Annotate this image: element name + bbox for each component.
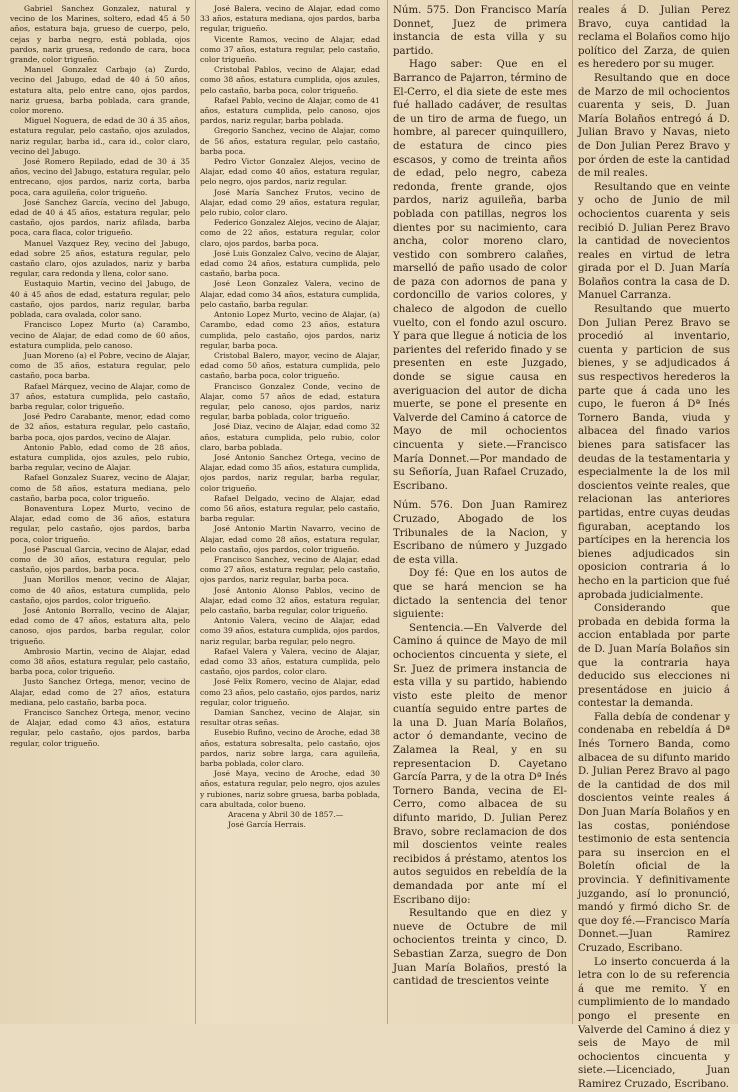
person-entry: Miguel Noguera, de edad de 30 á 35 años, estatura regular, pelo castaño, ojos azulados, nariz regular, barba id., cara id., color claro, vecino del Jabugo. (10, 116, 190, 156)
person-entry: Cristobal Pablos, vecino de Alajar, edad como 38 años, estatura cumplida, ojos azules, pelo castaño, barba poca, color trigueño. (200, 65, 380, 95)
person-entry: Vicente Ramos, vecino de Alajar, edad como 37 años, estatura regular, pelo castaño, color trigueño. (200, 34, 380, 65)
person-entry: José Antonio Alonso Pablos, vecino de Alajar, edad como 32 años, estatura regular, pelo castaño, barba regular, color trigueño. (200, 585, 380, 615)
person-entry: José Felix Romero, vecino de Alajar, edad como 23 años, pelo castaño, ojos pardos, nariz regular, color trigueño. (200, 677, 380, 707)
notice-576-paragraph: Resultando que en veinte y ocho de Junio de mil ochocientos cuarenta y seis recibió D. Julian Perez Bravo la cantidad de novecientos reales en virtud de letra girada por el D. Juan María Bolaños contra la casa de D. Manuel Carranza. (578, 181, 730, 302)
person-entry: Juan Moreno (a) el Pobre, vecino de Alajar, como de 35 años, estatura regular, pelo castaño, poca barba. (10, 350, 190, 381)
notice-576-heading: Núm. 576. Don Juan Ramirez Cruzado, Abogado de los Tribunales de la Nacion, y Escribano de número y Juzgado de esta villa. (393, 500, 567, 566)
person-entry: Eusebio Rufino, vecino de Aroche, edad 38 años, estatura sobresalta, pelo castaño, ojos pardos, nariz sobre larga, cara aguileña, barba poblada, color claro. (200, 728, 380, 769)
person-entry: Rafael Márquez, vecino de Alajar, como de 37 años, estatura cumplida, pelo castaño, barba regular, color trigueño. (10, 381, 190, 411)
person-entry: Eustaquio Martin, vecino del Jabugo, de 40 á 45 años de edad, estatura regular, pelo castaño, ojos pardos, nariz regular, barba poblada, cara ovalada, color sano. (10, 279, 190, 320)
notice-576-paragraph: Sentencia.—En Valverde del Camino á quince de Mayo de mil ochocientos cincuenta y siete, el Sr. Juez de primera instancia de esta villa y su partido, habiendo visto este pleito de menor cuantía seguido entre partes de la una D. Juan María Bolaños, actor ó demandante, vecino de Zalamea la Real, y en su representacion D. Cayetano García Parra, y de la otra Dª Inés Tornero Banda, vecina de El-Cerro, como albacea de su difunto marido, D. Julian Perez Bravo, sobre reclamacion de dos mil doscientos veinte reales recibidos á préstamo, atentos los autos seguidos en rebeldía de la demandada por ante mí el Escribano dijo: (393, 622, 567, 906)
notice-576-paragraph: reales á D. Julian Perez Bravo, cuya cantidad la reclama el Bolaños como hijo político del Zarza, de quien es heredero por su muger. (578, 5, 730, 71)
notice-576-paragraph: Doy fé: Que en los autos de que se hará mencion se ha dictado la sentencia del tenor siguiente: (393, 568, 567, 621)
column-2-wanted-persons (200, 4, 380, 830)
person-entry: José Romero Repilado, edad de 30 á 35 años, vecino del Jabugo, estatura regular, pelo entrecano, ojos pardos, nariz corta, barba poca, cara aguileña, color trigueño. (10, 157, 190, 197)
person-entry: Manuel Vazquez Rey, vecino del Jabugo, edad sobre 25 años, estatura regular, pelo castaño claro, ojos azulados, nariz y barba regular, cara redonda y llena, color sano. (10, 238, 190, 279)
person-entry: Francisco Lopez Murto (a) Carambo, vecino de Alajar, de edad como de 60 años, estatura cumplida, pelo canoso. (10, 320, 190, 350)
person-entry: Rafael Delgado, vecino de Alajar, edad como 56 años, estatura regular, pelo castaño, barba regular. (200, 493, 380, 524)
dateline: Aracena y Abril 30 de 1857.— (228, 810, 344, 820)
person-entry: Cristobal Balero, mayor, vecino de Alajar, edad como 50 años, estatura cumplida, pelo castaño, barba poca, color trigueño. (200, 350, 380, 381)
notice-576-paragraph: Lo inserto concuerda á la letra con lo de su referencia á que me remito. Y en cumplimiento de lo mandado pongo el presente en Valverde del Camino á diez y seis de Mayo de mil ochocientos cincuenta y siete.—Licenciado, Juan Ramirez Cruzado, Escribano. (578, 956, 730, 1090)
person-entry: José María Sanchez Frutos, vecino de Alajar, edad como 29 años, estatura regular, pelo rubio, color claro. (200, 187, 380, 218)
person-entry: José Maya, vecino de Aroche, edad 30 años, estatura regular, pelo negro, ojos azules y rubiones, nariz sobre gruesa, barba poblada, cara abultada, color bueno. (200, 769, 380, 809)
person-entry: Antonio Lopez Murto, vecino de Alajar, (a) Carambo, edad como 23 años, estatura cumplida, pelo castaño, ojos pardos, nariz regular, barba poca. (200, 310, 380, 350)
person-entry: Pedro Victor Gonzalez Alejos, vecino de Alajar, edad como 40 años, estatura regular, pelo negro, ojos pardos, nariz regular. (200, 157, 380, 187)
person-entry: Antonio Valera, vecino de Alajar, edad como 39 años, estatura cumplida, ojos pardos, nariz regular, barba regular, pelo negro. (200, 616, 380, 646)
person-entry: Francisco Sanchez Ortega, menor, vecino de Alajar, edad como 43 años, estatura regular, pelo castaño, ojos pardos, barba regular, color trigueño. (10, 708, 190, 748)
column-3-notices (393, 4, 567, 989)
person-entry: Justo Sanchez Ortega, menor, vecino de Alajar, edad como de 27 años, estatura mediana, pelo castaño, barba poca. (10, 677, 190, 707)
person-entry: Francisco Sanchez, vecino de Alajar, edad como 27 años, estatura regular, pelo castaño, ojos pardos, nariz regular, barba poca. (200, 554, 380, 585)
person-entry: Manuel Gonzalez Carbajo (a) Zurdo, vecino del Jabugo, edad de 40 á 50 años, estatura alta, pelo entre cano, ojos pardos, nariz gruesa, barba poblada, cara grande, color moreno. (10, 65, 190, 116)
person-entry: Rafael Valera y Valera, vecino de Alajar, edad como 33 años, estatura cumplida, pelo castaño, ojos pardos, color claro. (200, 646, 380, 677)
person-entry: Francisco Gonzalez Conde, vecino de Alajar, como 57 años de edad, estatura regular, pelo canoso, ojos pardos, nariz regular, barba poblada, color trigueño. (200, 381, 380, 422)
column-4-notices (578, 4, 730, 1092)
notice-576-paragraph: Considerando que probada en debida forma la accion entablada por parte de D. Juan María Bolaños sin que la contraria haya deducido sus elecciones ni presentádose en juicio á contestar la demanda. (578, 603, 730, 710)
notice-576-paragraph: Resultando que en doce de Marzo de mil ochocientos cuarenta y seis, D. Juan María Bolaños entregó á D. Julian Bravo y Navas, nieto de Don Julian Perez Bravo y por órden de este la cantidad de mil reales. (578, 72, 730, 180)
column-divider (572, 0, 573, 1024)
notice-575-heading: Núm. 575. Don Francisco María Donnet, Juez de primera instancia de esta villa y su partido. (393, 5, 567, 57)
person-entry: José Pascual Garcia, vecino de Alajar, edad como de 30 años, estatura regular, pelo castaño, ojos pardos, barba poca. (10, 544, 190, 575)
person-entry: Ambrosio Martin, vecino de Alajar, edad como 38 años, estatura regular, pelo castaño, barba poca, color trigueño. (10, 646, 190, 677)
column-divider (195, 0, 196, 1024)
person-entry: José Pedro Carabante, menor, edad como de 32 años, estatura regular, pelo castaño, barba poca, ojos pardos, vecino de Alajar. (10, 412, 190, 442)
column-divider (387, 0, 388, 1024)
person-entry: Gregorio Sanchez, vecino de Alajar, como de 56 años, estatura regular, pelo castaño, barba poca. (200, 126, 380, 156)
person-entry: Federico Gonzalez Alejos, vecino de Alajar, como de 22 años, estatura regular, color claro, ojos pardos, barba poca. (200, 218, 380, 248)
notice-575-body: Hago saber: Que en el Barranco de Pajarron, término de El-Cerro, el dia siete de este mes fué hallado cadáver, de resultas de un tiro de arma de fuego, un hombre, al parecer quinquillero, de estatura de cinco pies escasos, y como de treinta años de edad, pelo negro, cabeza redonda, frente grande, ojos pardos, nariz aguileña, barba poblada con patillas, negros los dientes por su nacimiento, cara ancha, color moreno claro, vestido con sombrero calañes, marselló de paño usado de color de paza con adornos de pana y cordoncillo de varios colores, y chaleco de algodon de cuello vuelto, con el fondo azul oscuro. Y para que llegue á noticia de los parientes del referido finado y se presenten en este Juzgado, donde se sigue causa en averiguacion del autor de dicha muerte, se pone el presente en Valverde del Camino á catorce de Mayo de mil ochocientos cincuenta y siete.—Francisco María Donnet.—Por mandado de su Señoría, Juan Rafael Cruzado, Escribano. (393, 59, 567, 492)
person-entry: Bonaventura Lopez Murto, vecino de Alajar, edad como de 36 años, estatura regular, pelo castaño, ojos pardos, barba poca, color trigueño. (10, 503, 190, 544)
notice-576-paragraph: Resultando que en diez y nueve de Octubre de mil ochocientos treinta y cinco, D. Sebastian Zarza, suegro de Don Juan María Bolaños, prestó la cantidad de trescientos veinte (393, 908, 567, 988)
column-1-wanted-persons (10, 4, 190, 749)
person-entry: Rafael Gonzalez Suarez, vecino de Alajar, como de 58 años, estatura mediana, pelo castaño, barba poca, color trigueño. (10, 473, 190, 503)
person-entry: José Diaz, vecino de Alajar, edad como 32 años, estatura cumplida, pelo rubio, color claro, barba poblada. (200, 422, 380, 452)
person-entry: José Antonio Borrallo, vecino de Alajar, edad como de 47 años, estatura alta, pelo canoso, ojos pardos, barba regular, color trigueño. (10, 605, 190, 646)
person-entry: José Sanchez García, vecino del Jabugo, edad de 40 á 45 años, estatura regular, pelo castaño, ojos pardos, nariz afilada, barba poca, cara flaca, color trigueño. (10, 197, 190, 238)
signature: José García Herrais. (228, 820, 306, 830)
person-entry: Damian Sanchez, vecino de Alajar, sin resultar otras señas. (200, 708, 380, 728)
notice-576-paragraph: Falla debía de condenar y condenaba en rebeldía á Dª Inés Tornero Banda, como albacea de su difunto marido D. Julian Perez Bravo al pago de la cantidad de dos mil doscientos veinte reales á Don Juan María Bolaños y en las costas, poniéndose testimonio de esta sentencia para su insercion en el Boletín oficial de la provincia. Y definitivamente juzgando, así lo pronunció, mandó y firmó dicho Sr. de que doy fé.—Francisco María Donnet.—Juan Ramirez Cruzado, Escribano. (578, 711, 730, 954)
person-entry: Gabriel Sanchez Gonzalez, natural y vecino de los Marines, soltero, edad 45 á 50 años, estatura baja, grueso de cuerpo, pelo, cejas y barba negro, está poblada, ojos pardos, nariz gruesa, redondo de cara, boca grande, color trigueño. (10, 4, 190, 65)
notice-576-paragraph: Resultando que muerto Don Julian Perez Bravo se procedió al inventario, cuenta y particion de sus bienes, y se adjudicados á sus respectivos herederos la parte que á cada uno les cupo, le fueron á Dª Inés Tornero Banda, viuda y albacea del finado varios bienes para satisfacer las deudas de la testamentaria y especialmente la de los mil doscientos veinte reales, que relacionan las anteriores partidas, entre cuyas deudas figuraban, aceptando los partícipes en la herencia los bienes adjudicados sin oposicion contraria á lo hecho en la particion que fué aprobada judicialmente. (578, 304, 730, 601)
person-entry: José Balera, vecino de Alajar, edad como 33 años, estatura mediana, ojos pardos, barba regular, trigueño. (200, 4, 380, 34)
person-entry: Juan Morillos menor, vecino de Alajar, como de 40 años, estatura cumplida, pelo castaño, ojos pardos, color trigueño. (10, 575, 190, 605)
person-entry: José Luis Gonzalez Calvo, vecino de Alajar, edad como 24 años, estatura cumplida, pelo castaño, barba poca. (200, 248, 380, 279)
person-entry: José Antonio Martin Navarro, vecino de Alajar, edad como 28 años, estatura regular, pelo castaño, ojos pardos, color trigueño. (200, 524, 380, 554)
person-entry: Antonio Pablo, edad como de 28 años, estatura cumplida, ojos azules, pelo rubio, barba regular, vecino de Alajar. (10, 442, 190, 473)
person-entry: José Leon Gonzalez Valera, vecino de Alajar, edad como 34 años, estatura cumplida, pelo castaño, barba regular. (200, 279, 380, 309)
person-entry: Rafael Pablo, vecino de Alajar, como de 41 años, estatura cumplida, pelo canoso, ojos pardos, nariz regular, barba poblada. (200, 95, 380, 126)
person-entry: José Antonio Sanchez Ortega, vecino de Alajar, edad como 35 años, estatura cumplida, ojos pardos, nariz regular, barba regular, color trigueño. (200, 452, 380, 493)
